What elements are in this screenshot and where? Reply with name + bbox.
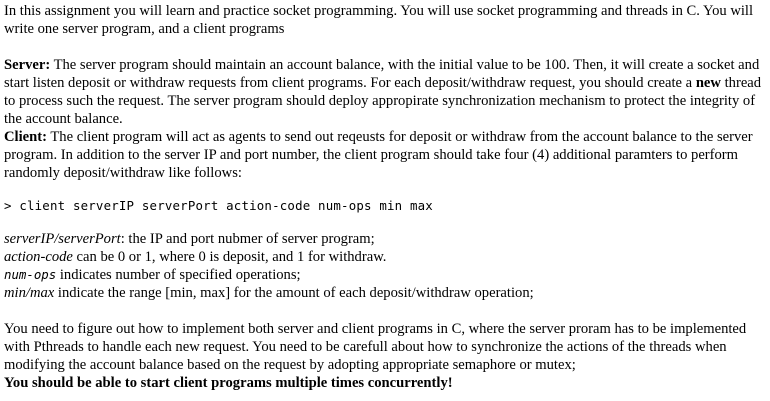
assignment-document <box>4 2 768 392</box>
spacer <box>4 215 768 230</box>
param-line <box>4 266 768 284</box>
command-line: > client serverIP serverPort action-code num-ops min max <box>4 198 433 213</box>
server-paragraph <box>4 56 768 128</box>
server-text-a: The server program should maintain an account balance, with the initial value to be 100. Then, it will create a socket and start listen deposit or withdraw requests from client programs. For each deposit/withdraw request, you should create a <box>4 57 760 91</box>
param-term: action-code <box>4 249 73 265</box>
param-desc: : the IP and port nubmer of server program; <box>120 231 375 247</box>
client-text: The client program will act as agents to send out reqeusts for deposit or withdraw from the account balance to the server program. In addition to the server IP and port number, the client program should take four (4) additional paramters to perform randomly deposit/withdraw like follows: <box>4 129 753 181</box>
server-label: Server: <box>4 57 51 73</box>
spacer <box>4 182 768 197</box>
intro-paragraph: In this assignment you will learn and practice socket programming. You will use socket programming and threads in C. You will write one server program, and a client programs <box>4 3 754 37</box>
param-term: serverIP/serverPort <box>4 231 121 247</box>
client-paragraph <box>4 128 768 182</box>
param-term: num-ops <box>4 267 57 282</box>
param-line <box>4 230 768 248</box>
param-desc: can be 0 or 1, where 0 is deposit, and 1 for withdraw. <box>72 249 387 265</box>
param-desc: indicates number of specified operations; <box>56 267 301 283</box>
param-term: min/max <box>4 285 55 301</box>
closing-text: You need to figure out how to implement both server and client programs in C, where the server proram has to be implemented with Pthreads to handle each new request. You need to be carefull about how to synchronize the actions of the threads when modifying the account balance based on the request by adopting appropriate semaphore or mutex; <box>4 321 747 373</box>
closing-bold-line: You should be able to start client programs multiple times concurrently! <box>4 375 453 391</box>
param-desc: indicate the range [min, max] for the amount of each deposit/withdraw operation; <box>54 285 534 301</box>
param-line <box>4 248 768 266</box>
spacer <box>4 302 768 320</box>
closing-paragraph <box>4 320 768 392</box>
server-text-b: thread to process such the request. The server program should deploy appropirate synchronization mechanism to protect the integrity of the account balance. <box>4 75 762 127</box>
server-new-word: new <box>695 75 721 91</box>
client-label: Client: <box>4 129 47 145</box>
spacer <box>4 38 768 56</box>
param-line <box>4 284 768 302</box>
